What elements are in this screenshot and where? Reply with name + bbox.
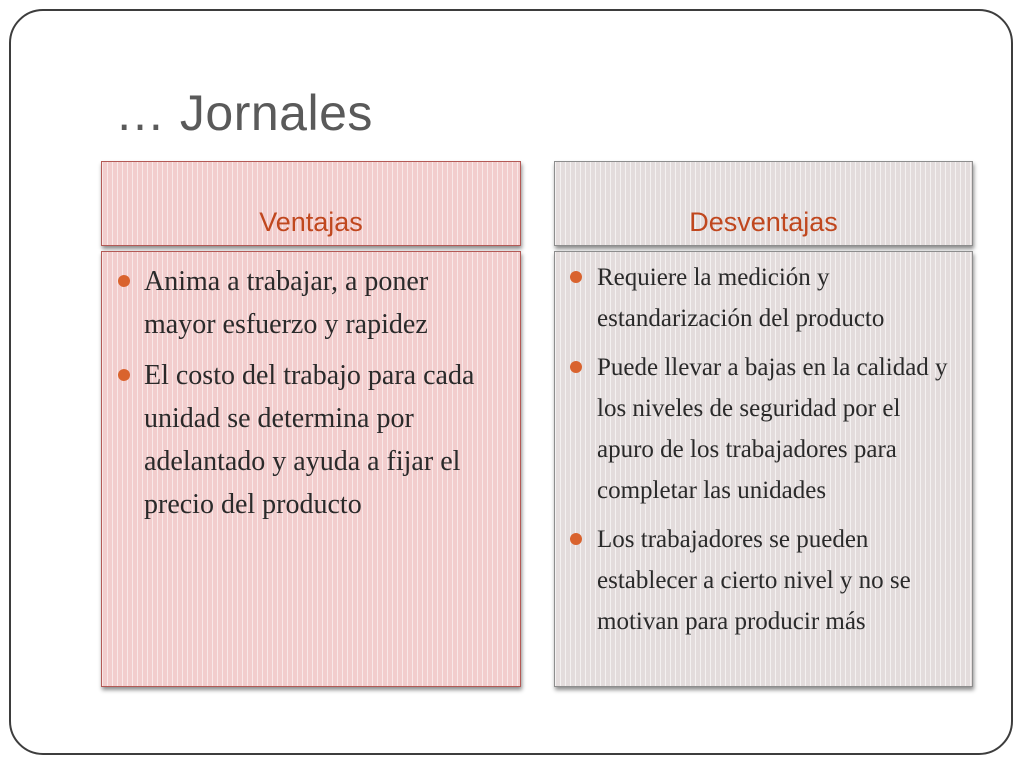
list-item xyxy=(565,257,962,339)
list-item-text: Puede llevar a bajas en la calidad y los niveles de seguridad por el apuro de los trabajadores para completar las unidades xyxy=(597,354,948,504)
list-item xyxy=(116,354,506,526)
desventajas-panel xyxy=(554,251,973,687)
list-item-text: Los trabajadores se pueden establecer a cierto nivel y no se motivan para producir más xyxy=(597,526,911,635)
bullet-icon xyxy=(118,369,130,381)
bullet-icon xyxy=(570,271,582,283)
ventajas-panel xyxy=(101,251,521,687)
desventajas-list xyxy=(565,257,962,642)
ventajas-header: Ventajas xyxy=(101,161,521,246)
list-item xyxy=(565,347,962,511)
list-item xyxy=(565,519,962,642)
list-item-text: Anima a trabajar, a poner mayor esfuerzo y rapidez xyxy=(144,266,429,340)
bullet-icon xyxy=(118,275,130,287)
list-item xyxy=(116,260,506,346)
list-item-text: El costo del trabajo para cada unidad se determina por adelantado y ayuda a fijar el precio del producto xyxy=(144,360,475,520)
slide-title: … Jornales xyxy=(115,85,373,141)
bullet-icon xyxy=(570,361,582,373)
bullet-icon xyxy=(570,533,582,545)
desventajas-header: Desventajas xyxy=(554,161,973,246)
ventajas-list xyxy=(116,260,506,526)
list-item-text: Requiere la medición y estandarización del producto xyxy=(597,264,885,332)
